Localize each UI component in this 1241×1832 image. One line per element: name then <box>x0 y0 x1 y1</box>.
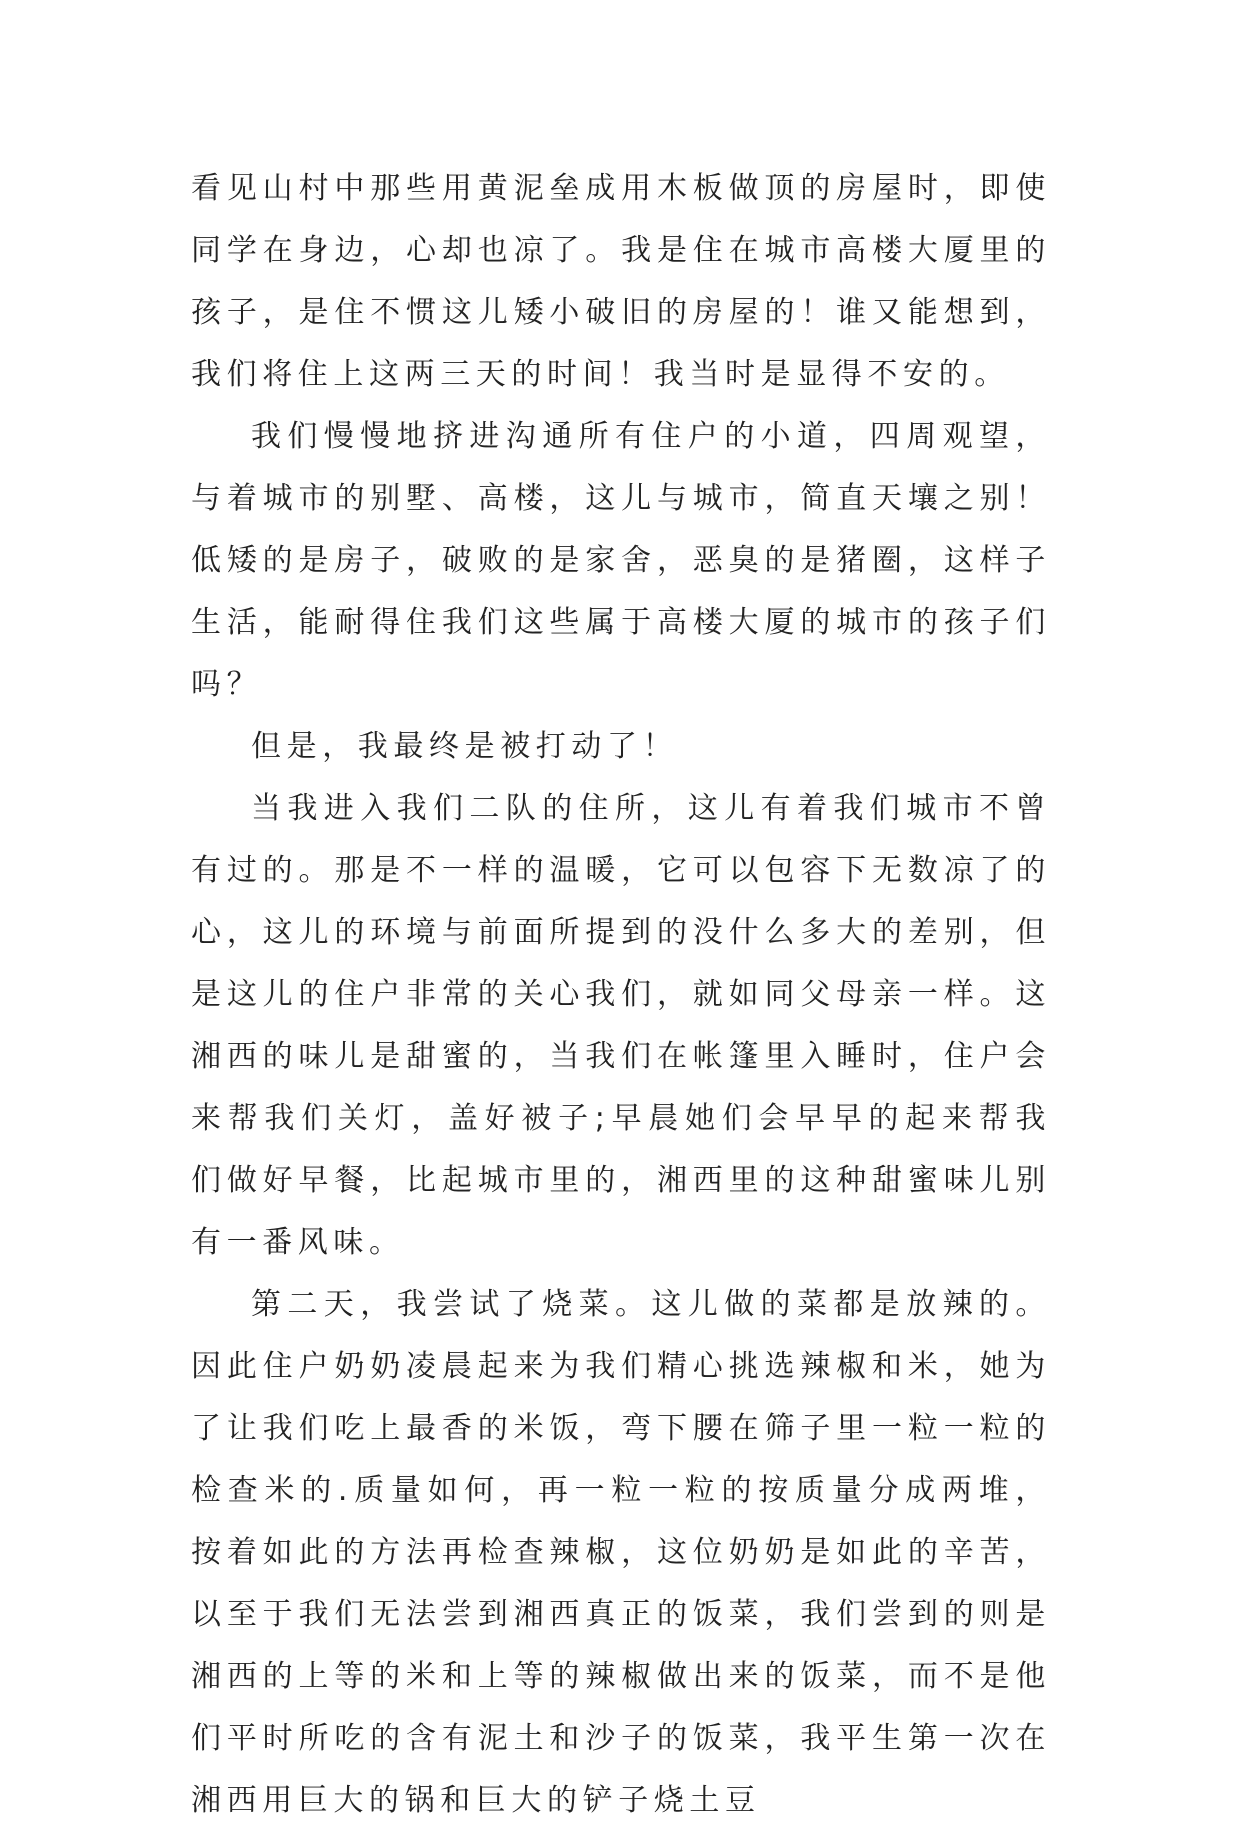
paragraph-5: 第二天，我尝试了烧菜。这儿做的菜都是放辣的。因此住户奶奶凌晨起来为我们精心挑选辣椒和米，她为了让我们吃上最香的米饭，弯下腰在筛子里一粒一粒的检查米的.质量如何，再一粒一粒的按质量分成两堆，按着如此的方法再检查辣椒，这位奶奶是如此的辛苦，以至于我们无法尝到湘西真正的饭菜，我们尝到的则是湘西的上等的米和上等的辣椒做出来的饭菜，而不是他们平时所吃的含有泥土和沙子的饭菜，我平生第一次在湘西用巨大的锅和巨大的铲子烧土豆 <box>191 1287 1051 1818</box>
paragraph-4: 当我进入我们二队的住所，这儿有着我们城市不曾有过的。那是不一样的温暖，它可以包容下无数凉了的心，这儿的环境与前面所提到的没什么多大的差别，但是这儿的住户非常的关心我们，就如同父母亲一样。这湘西的味儿是甜蜜的，当我们在帐篷里入睡时，住户会来帮我们关灯，盖好被子;早晨她们会早早的起来帮我们做好早餐，比起城市里的，湘西里的这种甜蜜味儿别有一番风味。 <box>191 791 1051 1260</box>
essay-body <box>191 158 1051 1832</box>
paragraph-3: 但是，我最终是被打动了！ <box>251 729 679 764</box>
paragraph-2: 我们慢慢地挤进沟通所有住户的小道，四周观望，与着城市的别墅、高楼，这儿与城市，简直天壤之别！低矮的是房子，破败的是家舍，恶臭的是猪圈，这样子生活，能耐得住我们这些属于高楼大厦的城市的孩子们吗？ <box>191 419 1051 702</box>
paragraph-1: 看见山村中那些用黄泥垒成用木板做顶的房屋时，即使同学在身边，心却也凉了。我是住在城市高楼大厦里的孩子，是住不惯这儿矮小破旧的房屋的！谁又能想到，我们将住上这两三天的时间！我当时是显得不安的。 <box>191 171 1051 392</box>
